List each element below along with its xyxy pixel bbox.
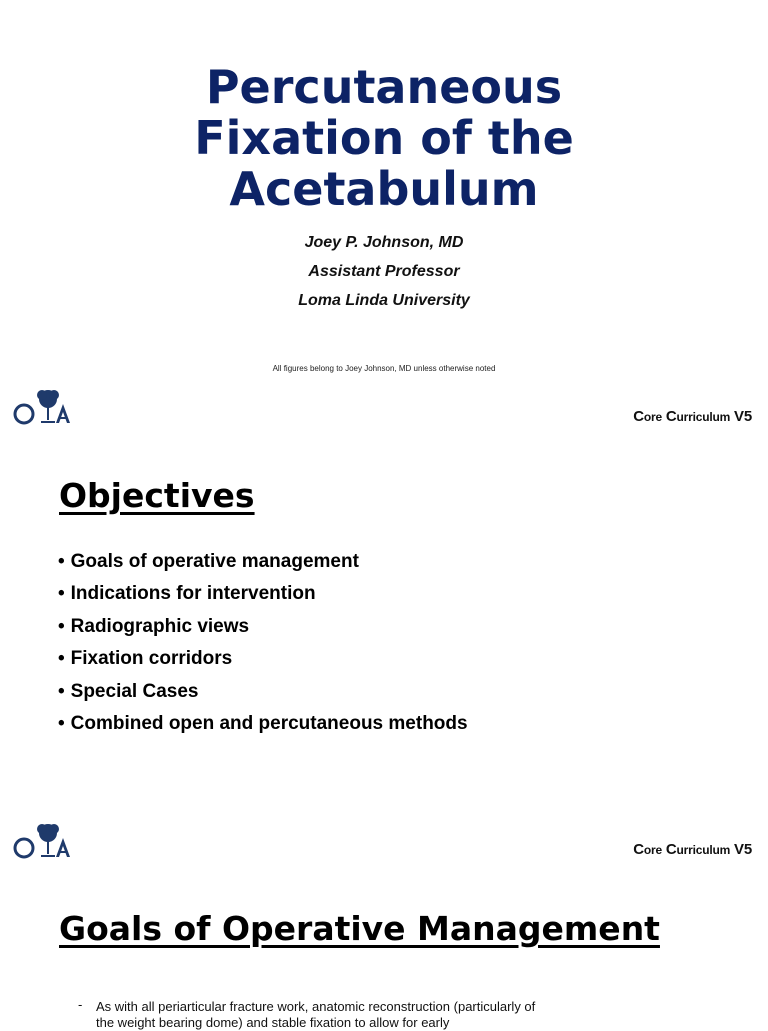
goals-list	[78, 999, 548, 1031]
list-item: • Combined open and percutaneous methods	[58, 712, 468, 744]
author-institution: Loma Linda University	[298, 292, 470, 309]
slide-heading: Goals of Operative Management	[59, 909, 660, 948]
ota-logo-tree-icon	[12, 820, 76, 862]
author-block	[0, 228, 768, 315]
list-item: • Fixation corridors	[58, 647, 468, 679]
list-item: • Radiographic views	[58, 615, 468, 647]
core-curriculum-tag: Core Curriculum V5	[633, 841, 752, 858]
presentation-title	[0, 62, 768, 215]
core-curriculum-tag: Core Curriculum V5	[633, 408, 752, 425]
figures-credit-note: All figures belong to Joey Johnson, MD unless otherwise noted	[272, 364, 496, 373]
author-name: Joey P. Johnson, MD	[304, 234, 464, 251]
list-item: • Goals of operative management	[58, 550, 468, 582]
title-line: Fixation of the	[194, 111, 574, 165]
title-line: Acetabulum	[229, 162, 539, 216]
ota-logo-tree-icon	[12, 386, 76, 428]
slide-heading: Objectives	[59, 476, 255, 515]
author-position: Assistant Professor	[308, 263, 460, 280]
goals-slide	[0, 866, 768, 1030]
list-item: • Indications for intervention	[58, 582, 468, 614]
title-slide	[0, 0, 768, 433]
list-item: - As with all periarticular fracture work, anatomic reconstruction (particularly of the weight bearing dome) and stable fixation to allow for early	[78, 999, 548, 1031]
list-item: • Special Cases	[58, 680, 468, 712]
objectives-list	[58, 550, 468, 744]
objectives-slide	[0, 433, 768, 866]
title-line: Percutaneous	[205, 60, 563, 114]
